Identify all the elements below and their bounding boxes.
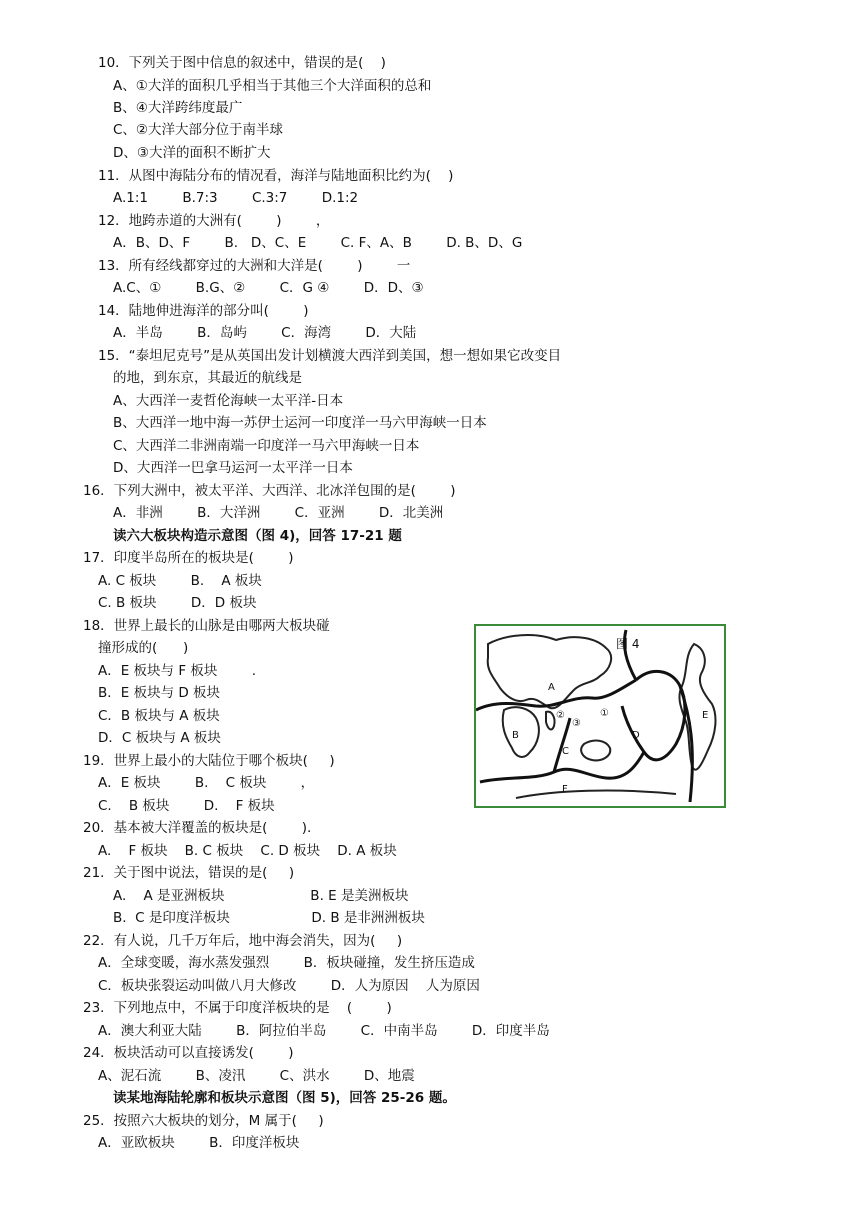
plate-label-c: C: [562, 746, 569, 757]
q15-option-a: A、大西洋一麦哲伦海峡一太平洋-日本: [113, 393, 344, 409]
plate-boundary-5: [680, 686, 692, 802]
q17-options-1: A. C 板块 B. A 板块: [98, 573, 262, 589]
q18-option-d: D．C 板块与 A 板块: [98, 730, 221, 746]
q15-option-c: C、大西洋二非洲南端一印度洋一马六甲海峡一日本: [113, 438, 420, 454]
ocean-label-3: ③: [572, 718, 581, 729]
africa-outline: [503, 707, 539, 757]
q17-stem: 17．印度半岛所在的板块是( ): [83, 550, 294, 566]
q10-option-d: D、③大洋的面积不断扩大: [113, 145, 271, 161]
q23-options: A．澳大利亚大陆 B．阿拉伯半岛 C．中南半岛 D．印度半岛: [98, 1023, 550, 1039]
q11-stem: 11．从图中海陆分布的情况看，海洋与陆地面积比约为( ): [98, 168, 454, 184]
q19-options-1: A．E 板块 B. C 板块 ，: [98, 775, 315, 791]
q21-stem: 21．关于图中说法，错误的是( ): [83, 865, 295, 881]
ocean-label-1: ①: [600, 708, 609, 719]
q10-stem: 10．下列关于图中信息的叙述中，错误的是( ): [98, 55, 386, 71]
q16-stem: 16．下列大洲中，被太平洋、大西洋、北冰洋包围的是( ): [83, 483, 456, 499]
q15-stem: 15．“泰坦尼克号”是从英国出发计划横渡大西洋到美国，想一想如果它改变目: [98, 348, 562, 364]
q15-option-d: D、大西洋一巴拿马运河一太平洋一日本: [113, 460, 353, 476]
q10-option-b: B、④大洋跨纬度最广: [113, 100, 243, 116]
plate-map-figure: [474, 624, 726, 808]
q23-stem: 23．下列地点中，不属于印度洋板块的是 ( ): [83, 1000, 392, 1016]
q18-option-c: C．B 板块与 A 板块: [98, 708, 220, 724]
q12-stem: 12．地跨赤道的大洲有( ) ，: [98, 213, 330, 229]
q11-options: A.1:1 B.7:3 C.3:7 D.1:2: [113, 190, 359, 206]
q21-options-1: A. A 是亚洲板块 B. E 是美洲板块: [113, 888, 409, 904]
q18-option-b: B．E 板块与 D 板块: [98, 685, 221, 701]
q18-stem-cont: 撞形成的( ): [98, 640, 189, 656]
q22-options-2: C．板块张裂运动叫做八月大修改 D．人为原因 人为原因: [98, 978, 480, 994]
q19-stem: 19．世界上最小的大陆位于哪个板块( ): [83, 753, 335, 769]
q16-options: A．非洲 B．大洋洲 C．亚洲 D．北美洲: [113, 505, 444, 521]
plate-label-d: D: [632, 730, 640, 741]
q14-options: A．半岛 B．岛屿 C．海湾 D．大陆: [113, 325, 417, 341]
section-heading-fig4: 读六大板块构造示意图（图 4)，回答 17-21 题: [113, 528, 402, 544]
plate-label-a: A: [548, 682, 555, 693]
q18-option-a: A．E 板块与 F 板块 .: [98, 663, 257, 679]
plate-boundary-3: [622, 671, 685, 759]
q19-options-2: C. B 板块 D. F 板块: [98, 798, 275, 814]
q13-options: A.C、① B.G、② C．G ④ D．D、③: [113, 280, 424, 296]
q24-options: A、泥石流 B、凌汛 C、洪水 D、地震: [98, 1068, 415, 1084]
q10-option-c: C、②大洋大部分位于南半球: [113, 122, 284, 138]
q10-option-a: A、①大洋的面积几乎相当于其他三个大洋面积的总和: [113, 78, 432, 94]
australia-outline: [581, 741, 610, 761]
q21-options-2: B. C 是印度洋板块 D. B 是非洲洲板块: [113, 910, 425, 926]
q14-stem: 14．陆地伸进海洋的部分叫( ): [98, 303, 309, 319]
q15-stem-cont: 的地，到东京，其最近的航线是: [113, 370, 302, 386]
q22-options-1: A．全球变暖，海水蒸发强烈 B．板块碰撞，发生挤压造成: [98, 955, 475, 971]
section-heading-fig5: 读某地海陆轮廓和板块示意图（图 5)，回答 25-26 题。: [113, 1090, 456, 1106]
plate-label-f: F: [562, 784, 568, 795]
plate-map-svg: [476, 626, 724, 806]
q24-stem: 24．板块活动可以直接诱发( ): [83, 1045, 294, 1061]
q25-stem: 25．按照六大板块的划分，M 属于( ): [83, 1113, 324, 1129]
plate-label-e: E: [702, 710, 709, 721]
q15-option-b: B、大西洋一地中海一苏伊士运河一印度洋一马六甲海峡一日本: [113, 415, 487, 431]
plate-label-b: B: [512, 730, 519, 741]
plate-boundary-6: [554, 718, 570, 772]
q22-stem: 22．有人说，几千万年后，地中海会消失，因为( ): [83, 933, 403, 949]
q20-options: A. F 板块 B. C 板块 C. D 板块 D. A 板块: [98, 843, 397, 859]
q13-stem: 13．所有经线都穿过的大洲和大洋是( ) 一: [98, 258, 411, 274]
q20-stem: 20．基本被大洋覆盖的板块是( ).: [83, 820, 312, 836]
antarctica-outline: [516, 791, 676, 798]
q12-options: A．B、D、F B. D、C、E C. F、A、B D. B、D、G: [113, 235, 523, 251]
q18-stem: 18．世界上最长的山脉是由哪两大板块碰: [83, 618, 330, 634]
ocean-label-2: ②: [556, 710, 565, 721]
q25-options: A．亚欧板块 B．印度洋板块: [98, 1135, 300, 1151]
india-outline: [546, 712, 555, 730]
plate-boundary-1: [476, 680, 636, 710]
figure-title: 图 4: [616, 637, 640, 651]
q17-options-2: C. B 板块 D．D 板块: [98, 595, 257, 611]
